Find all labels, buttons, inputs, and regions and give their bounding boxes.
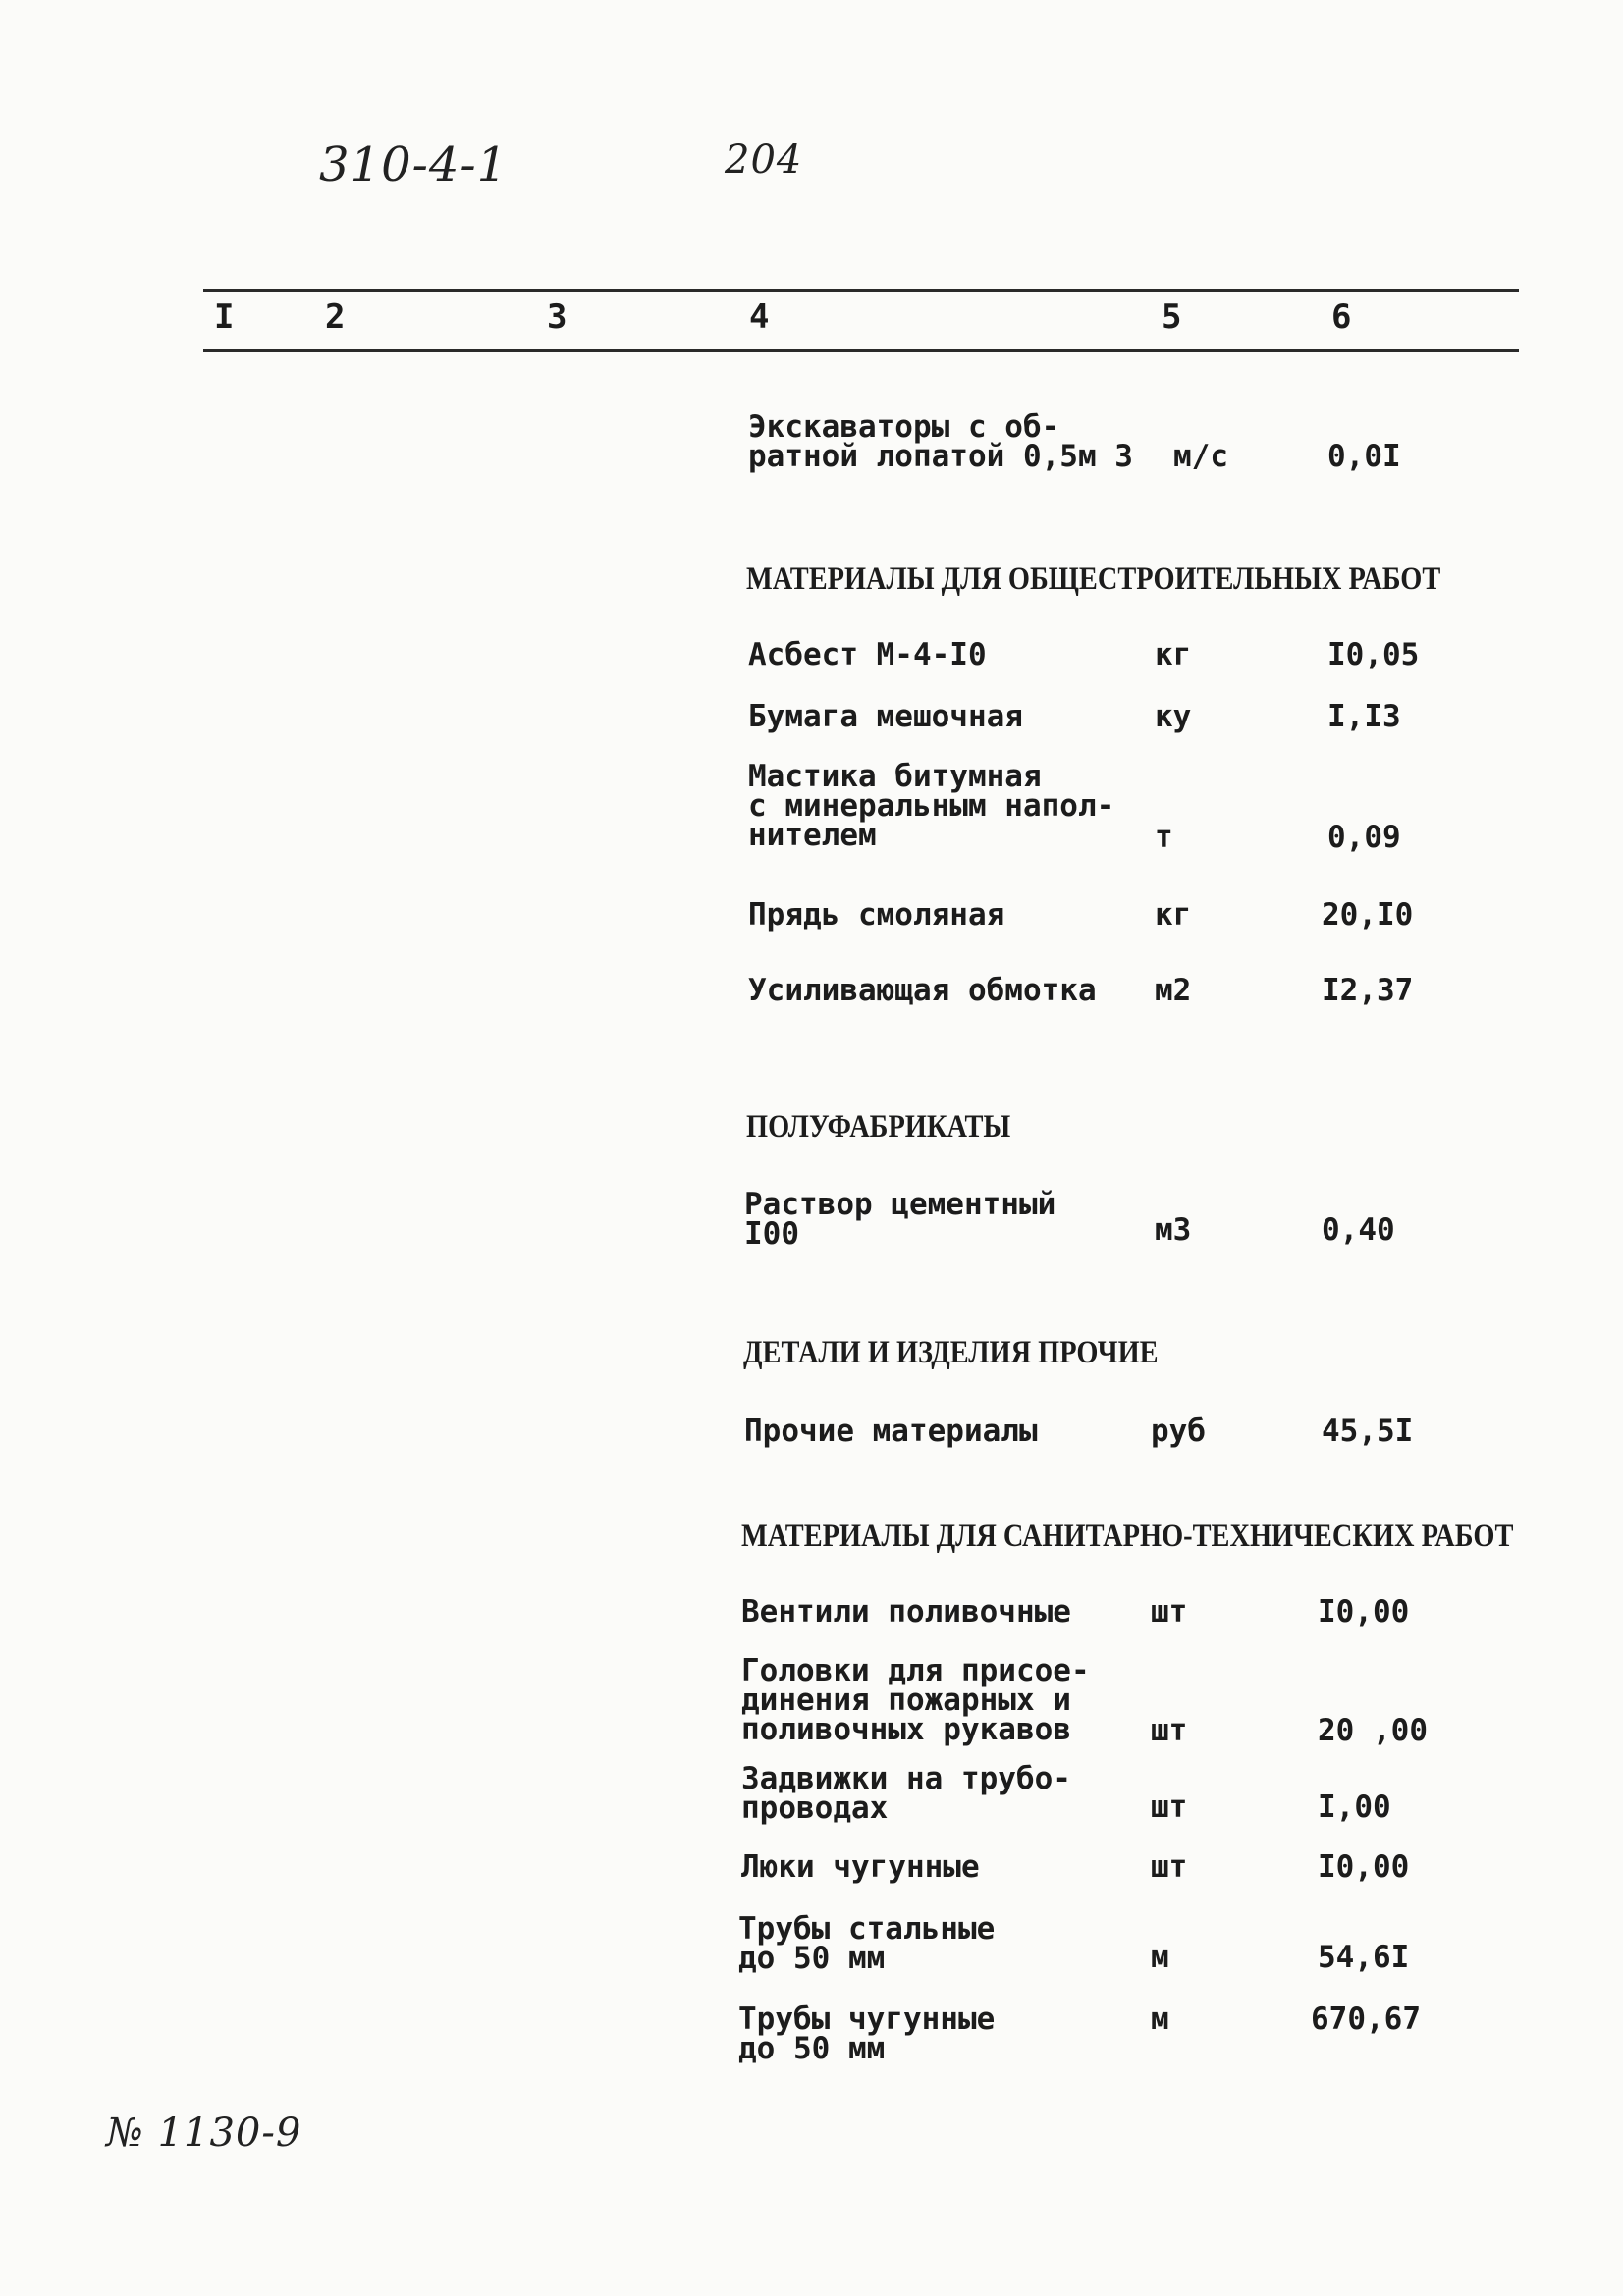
resource-name: Люки чугунные	[741, 1849, 980, 1885]
resource-value: 20 ,00	[1318, 1713, 1428, 1748]
resource-name: Задвижки на трубо- проводах	[741, 1761, 1071, 1826]
resource-value: 670,67	[1311, 2002, 1421, 2037]
resource-value: 0,09	[1327, 820, 1401, 855]
resource-value: I0,00	[1318, 1849, 1410, 1885]
resource-name: Прочие материалы	[744, 1414, 1038, 1449]
resource-name: Трубы стальные до 50 мм	[738, 1911, 996, 1976]
section-heading: МАТЕРИАЛЫ ДЛЯ ОБЩЕСТРОИТЕЛЬНЫХ РАБОТ	[746, 561, 1441, 597]
resource-unit: м/с	[1173, 439, 1228, 474]
section-heading: МАТЕРИАЛЫ ДЛЯ САНИТАРНО-ТЕХНИЧЕСКИХ РАБОТ	[741, 1519, 1514, 1554]
resource-name: Раствор цементный I00	[744, 1187, 1056, 1252]
resource-name: Усиливающая обмотка	[748, 973, 1097, 1008]
page-number: 204	[725, 137, 803, 183]
resource-value: 0,0I	[1327, 439, 1401, 474]
resource-unit: м2	[1155, 973, 1192, 1008]
section-heading: ПОЛУФАБРИКАТЫ	[746, 1109, 1011, 1145]
resource-name: Вентили поливочные	[741, 1594, 1071, 1629]
column-number-1: I	[214, 297, 235, 337]
column-number-2: 2	[325, 297, 346, 337]
section-heading: ДЕТАЛИ И ИЗДЕЛИЯ ПРОЧИЕ	[743, 1335, 1159, 1370]
resource-unit: шт	[1151, 1594, 1188, 1629]
resource-unit: кг	[1155, 897, 1192, 933]
resource-name: Прядь смоляная	[748, 897, 1005, 933]
resource-value: 54,6I	[1318, 1940, 1410, 1975]
table-header-rule	[203, 349, 1519, 352]
table-top-rule	[203, 289, 1519, 292]
inventory-number: № 1130-9	[106, 2110, 302, 2156]
resource-name: Бумага мешочная	[748, 699, 1023, 734]
resource-unit: м3	[1155, 1212, 1192, 1248]
resource-name: Трубы чугунные до 50 мм	[738, 2002, 996, 2066]
resource-unit: руб	[1151, 1414, 1206, 1449]
resource-value: I0,05	[1327, 637, 1420, 672]
resource-name: Мастика битумная с минеральным напол- нителем	[748, 759, 1115, 853]
resource-unit: шт	[1151, 1713, 1188, 1748]
resource-name: Головки для присое- динения пожарных и поливочных рукавов	[741, 1653, 1090, 1747]
document-code: 310-4-1	[319, 137, 509, 192]
column-number-5: 5	[1162, 297, 1182, 337]
resource-name: Экскаваторы с об- ратной лопатой 0,5м 3	[748, 409, 1133, 474]
column-number-3: 3	[547, 297, 568, 337]
resource-unit: шт	[1151, 1849, 1188, 1885]
resource-value: I0,00	[1318, 1594, 1410, 1629]
resource-name: Асбест М-4-I0	[748, 637, 987, 672]
resource-unit: ку	[1155, 699, 1192, 734]
resource-unit: кг	[1155, 637, 1192, 672]
resource-value: I,00	[1318, 1789, 1391, 1825]
resource-unit: м	[1151, 2002, 1169, 2037]
resource-value: 0,40	[1322, 1212, 1395, 1248]
resource-unit: т	[1155, 820, 1173, 855]
resource-unit: м	[1151, 1940, 1169, 1975]
resource-value: I,I3	[1327, 699, 1401, 734]
column-number-4: 4	[749, 297, 770, 337]
resource-value: I2,37	[1322, 973, 1414, 1008]
column-number-6: 6	[1331, 297, 1352, 337]
resource-unit: шт	[1151, 1789, 1188, 1825]
resource-value: 45,5I	[1322, 1414, 1414, 1449]
resource-value: 20,I0	[1322, 897, 1414, 933]
